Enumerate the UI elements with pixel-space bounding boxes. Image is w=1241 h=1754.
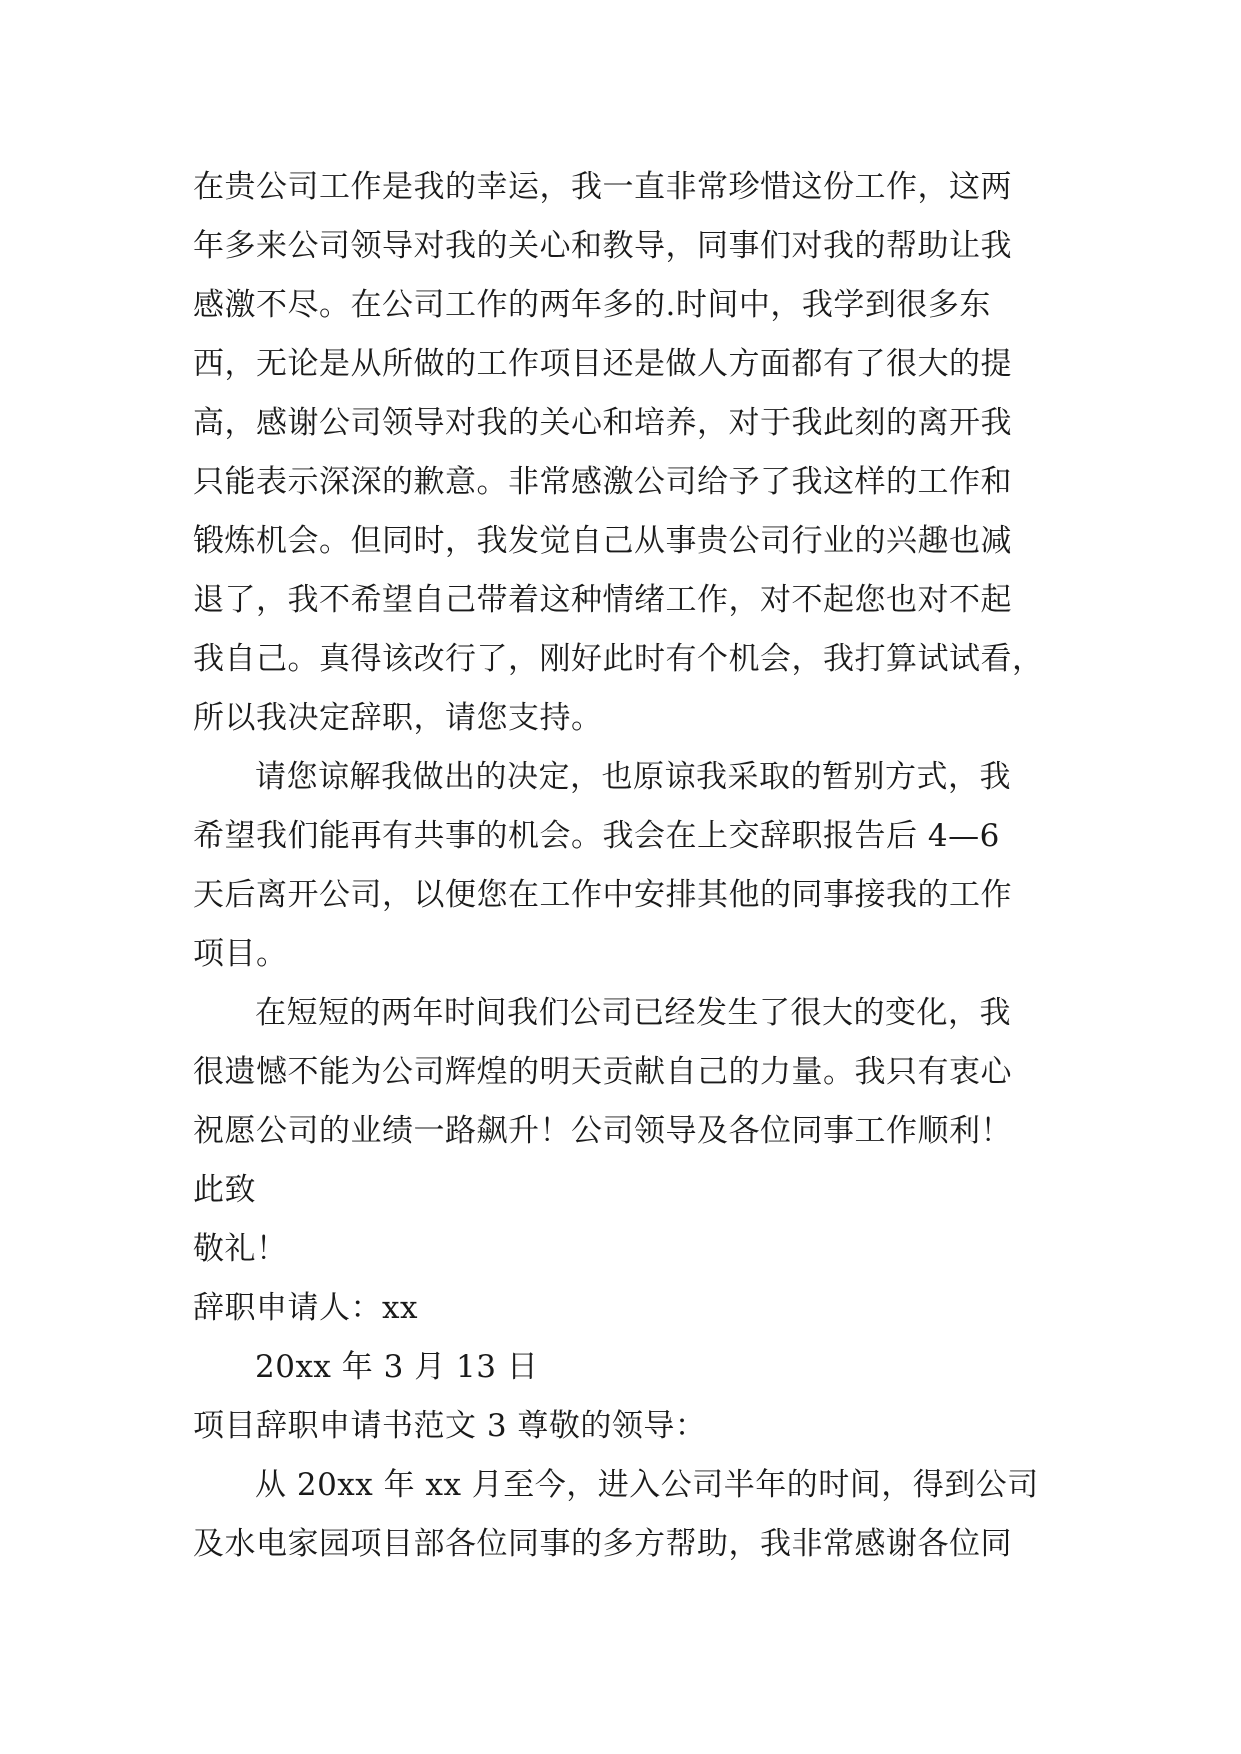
paragraph-line: 很遗憾不能为公司辉煌的明天贡献自己的力量。我只有衷心 [193, 1054, 1012, 1090]
paragraph-line: 退了，我不希望自己带着这种情绪工作，对不起您也对不起 [193, 582, 1012, 618]
letter-body [193, 158, 1063, 1574]
paragraph-line: 高，感谢公司领导对我的关心和培养，对于我此刻的离开我 [193, 405, 1012, 441]
paragraph-line: 祝愿公司的业绩一路飙升！公司领导及各位同事工作顺利！ [193, 1113, 1012, 1149]
closing-salutation: 此致 [193, 1172, 256, 1208]
paragraph-line: 只能表示深深的歉意。非常感激公司给予了我这样的工作和 [193, 464, 1012, 500]
paragraph-line: 我自己。真得该改行了，刚好此时有个机会，我打算试试看， [193, 641, 1044, 677]
letter-date: 20xx 年 3 月 13 日 [255, 1349, 539, 1385]
paragraph-line: 项目。 [193, 936, 288, 972]
paragraph-line: 西，无论是从所做的工作项目还是做人方面都有了很大的提 [193, 346, 1012, 382]
section-heading: 项目辞职申请书范文 3 尊敬的领导： [193, 1408, 707, 1444]
closing-regards: 敬礼！ [193, 1231, 288, 1267]
applicant-name: 辞职申请人：xx [193, 1290, 418, 1326]
paragraph-line: 天后离开公司，以便您在工作中安排其他的同事接我的工作 [193, 877, 1012, 913]
paragraph-line: 所以我决定辞职，请您支持。 [193, 700, 603, 736]
paragraph-line: 希望我们能再有共事的机会。我会在上交辞职报告后 4—6 [193, 818, 1000, 854]
paragraph-line: 在短短的两年时间我们公司已经发生了很大的变化，我 [255, 995, 1011, 1031]
paragraph-line: 年多来公司领导对我的关心和教导，同事们对我的帮助让我 [193, 228, 1012, 264]
paragraph-line: 感激不尽。在公司工作的两年多的.时间中，我学到很多东 [193, 287, 991, 323]
paragraph-line: 及水电家园项目部各位同事的多方帮助，我非常感谢各位同 [193, 1526, 1012, 1562]
paragraph-line: 锻炼机会。但同时，我发觉自己从事贵公司行业的兴趣也减 [193, 523, 1012, 559]
paragraph-line: 从 20xx 年 xx 月至今，进入公司半年的时间，得到公司 [255, 1467, 1039, 1503]
paragraph-line: 请您谅解我做出的决定，也原谅我采取的暂别方式，我 [255, 759, 1011, 795]
paragraph-line: 在贵公司工作是我的幸运，我一直非常珍惜这份工作，这两 [193, 169, 1012, 205]
